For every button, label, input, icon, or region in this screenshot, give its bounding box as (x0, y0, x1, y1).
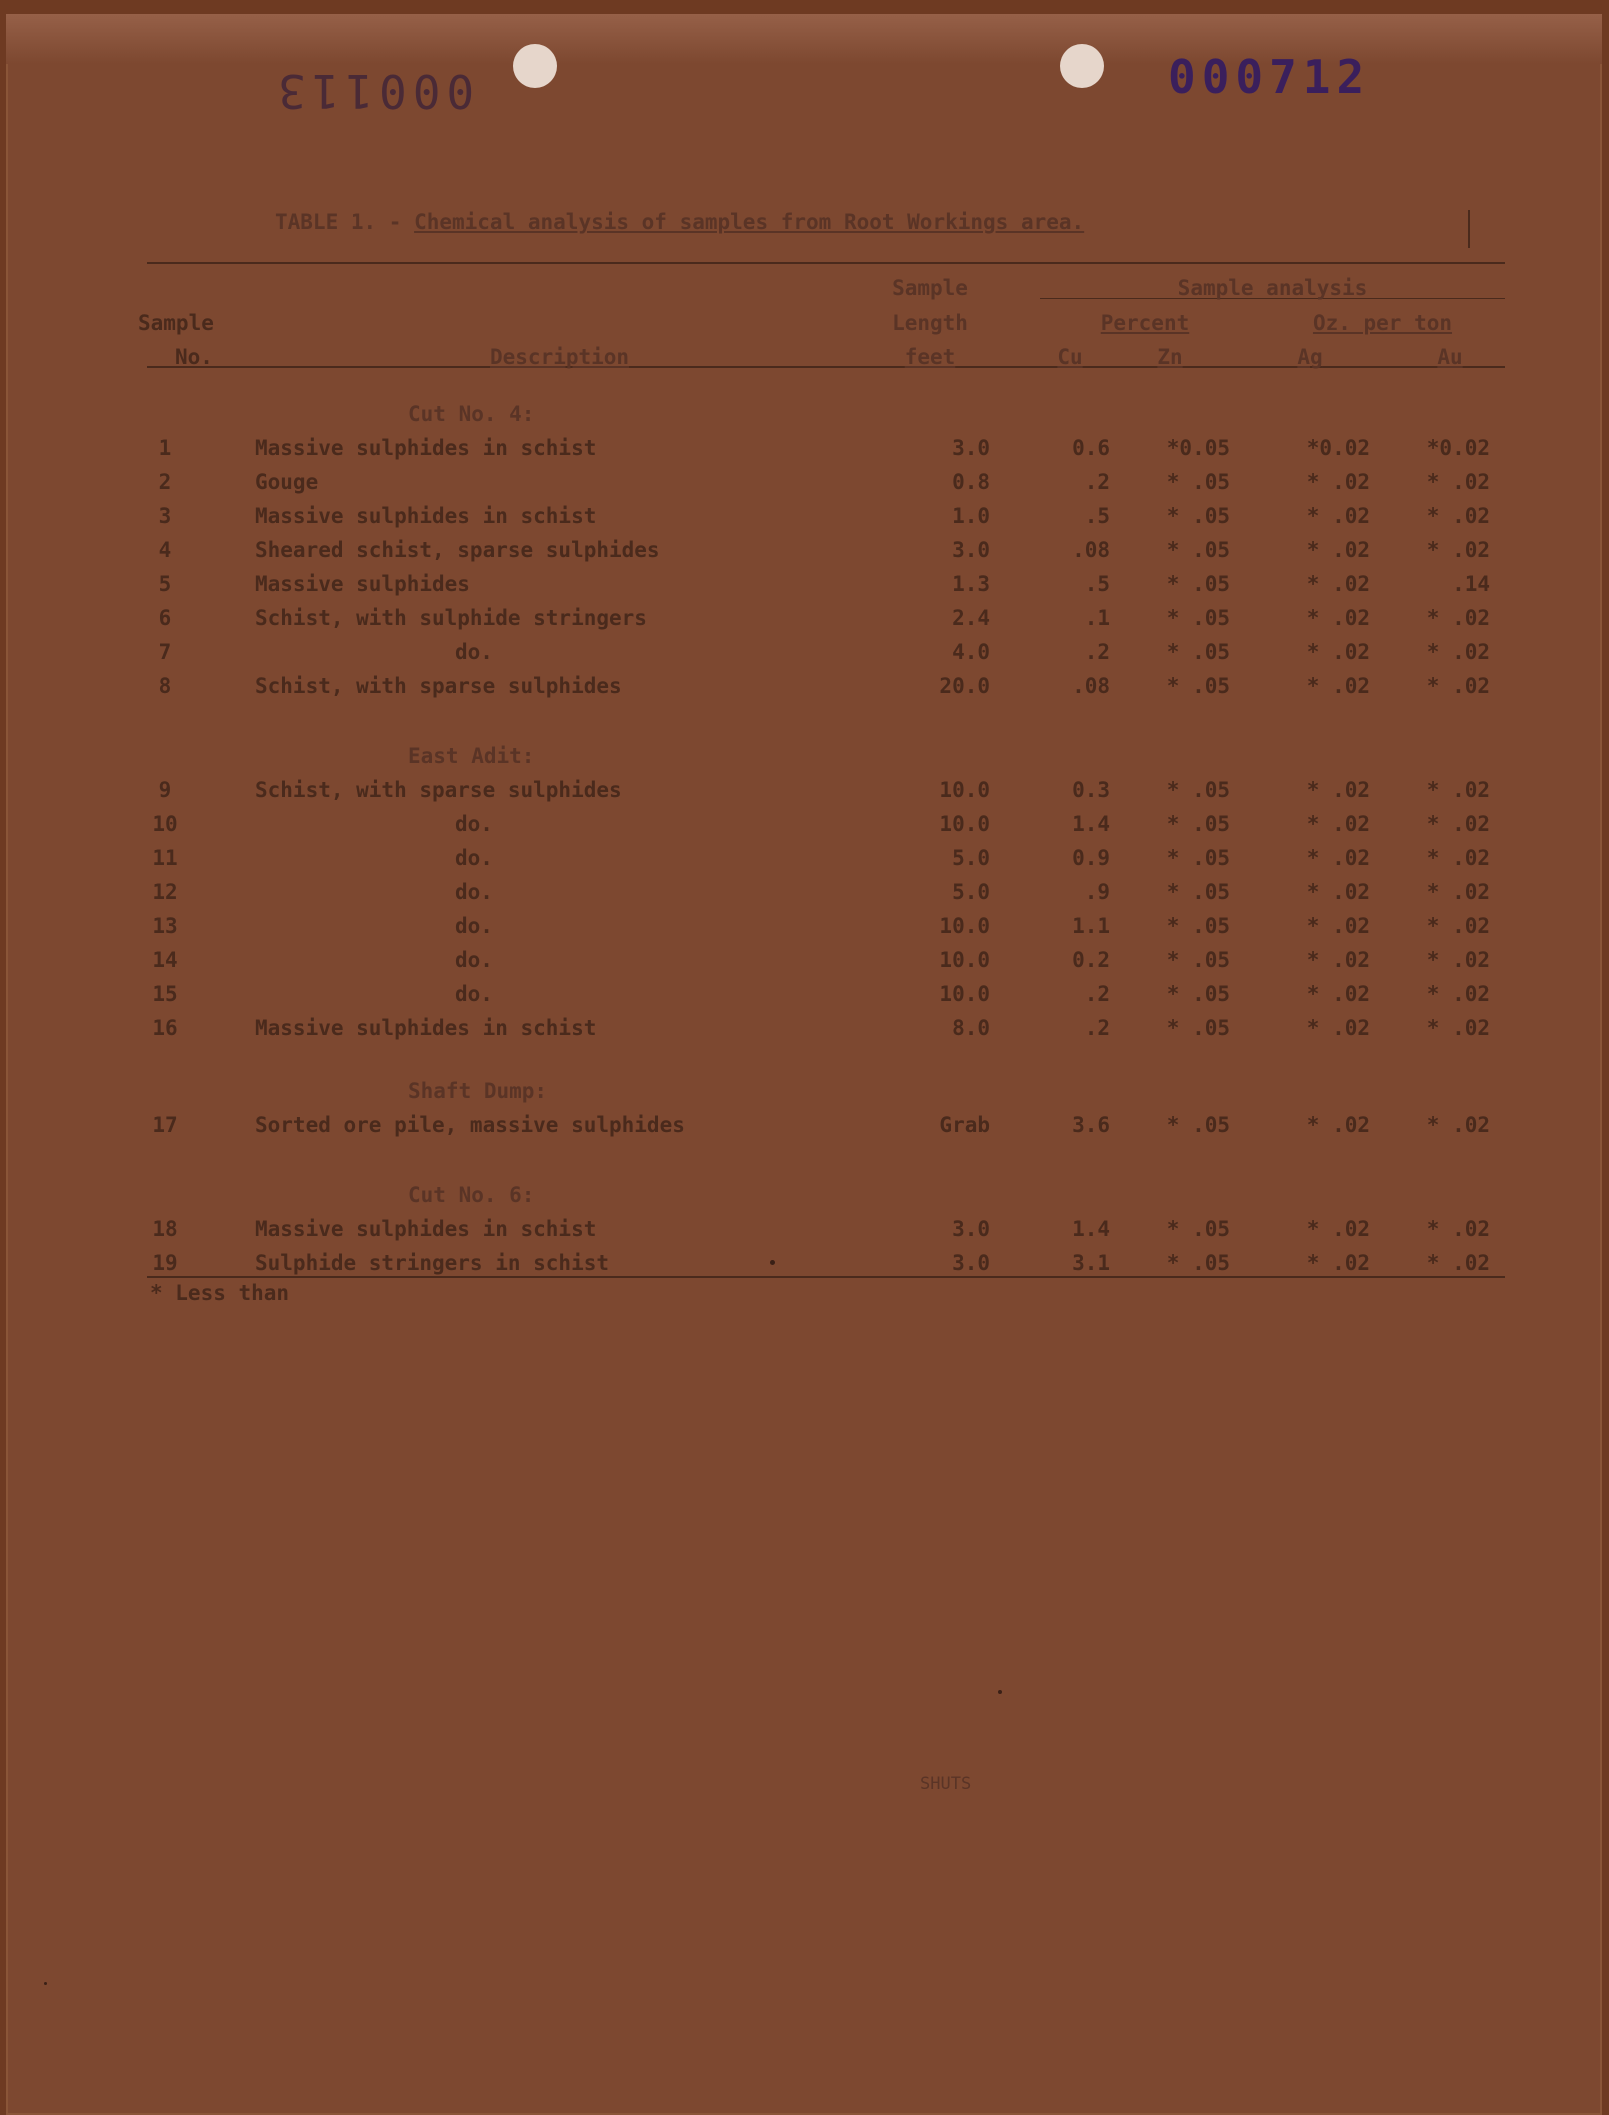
cu-cell: .2 (1084, 470, 1110, 494)
ag-cell: *0.02 (1306, 436, 1370, 460)
au-cell: * .02 (1426, 846, 1490, 870)
au-cell: * .02 (1426, 1217, 1490, 1241)
zn-cell: * .05 (1166, 606, 1230, 630)
length-cell: 3.0 (952, 538, 990, 562)
sample-no-cell: 18 (152, 1217, 178, 1241)
length-cell: 3.0 (952, 1251, 990, 1275)
page-stamp-left: 000113 (272, 64, 475, 118)
description-cell: Sorted ore pile, massive sulphides (255, 1113, 685, 1137)
header-no: No. (175, 345, 213, 369)
header-length-3: feet (904, 345, 956, 369)
sample-no-cell: 4 (158, 538, 172, 562)
description-cell: do. (455, 880, 493, 904)
ag-cell: * .02 (1306, 538, 1370, 562)
cu-cell: .5 (1084, 572, 1110, 596)
length-cell: Grab (939, 1113, 990, 1137)
description-cell: Schist, with sparse sulphides (255, 674, 622, 698)
ag-cell: * .02 (1306, 572, 1370, 596)
header-sample: Sample (138, 311, 214, 335)
header-au: Au (1437, 345, 1463, 369)
ag-cell: * .02 (1306, 948, 1370, 972)
length-cell: 10.0 (939, 914, 990, 938)
ag-cell: * .02 (1306, 846, 1370, 870)
au-cell: .14 (1452, 572, 1490, 596)
zn-cell: * .05 (1166, 504, 1230, 528)
zn-cell: * .05 (1166, 948, 1230, 972)
ag-cell: * .02 (1306, 880, 1370, 904)
cu-cell: 0.9 (1072, 846, 1110, 870)
ag-cell: * .02 (1306, 812, 1370, 836)
length-cell: 10.0 (939, 982, 990, 1006)
length-cell: 20.0 (939, 674, 990, 698)
sample-no-cell: 8 (158, 674, 172, 698)
sample-no-cell: 7 (158, 640, 172, 664)
au-cell: * .02 (1426, 606, 1490, 630)
margin-mark (1468, 210, 1470, 248)
header-length-1: Sample (892, 276, 968, 300)
au-cell: * .02 (1426, 504, 1490, 528)
zn-cell: * .05 (1166, 470, 1230, 494)
length-cell: 4.0 (952, 640, 990, 664)
section-heading: Cut No. 4: (408, 402, 535, 426)
ag-cell: * .02 (1306, 1016, 1370, 1040)
table-title (275, 210, 1084, 234)
length-cell: 10.0 (939, 778, 990, 802)
header-ag: Ag (1297, 345, 1323, 369)
ag-cell: * .02 (1306, 778, 1370, 802)
sample-no-cell: 10 (152, 812, 178, 836)
cu-cell: 1.1 (1072, 914, 1110, 938)
sample-no-cell: 19 (152, 1251, 178, 1275)
length-cell: 2.4 (952, 606, 990, 630)
speck (44, 1982, 47, 1985)
zn-cell: *0.05 (1166, 436, 1230, 460)
section-heading: East Adit: (408, 744, 535, 768)
zn-cell: * .05 (1166, 640, 1230, 664)
length-cell: 10.0 (939, 948, 990, 972)
sample-no-cell: 14 (152, 948, 178, 972)
description-cell: Sulphide stringers in schist (255, 1251, 610, 1275)
au-cell: * .02 (1426, 640, 1490, 664)
length-cell: 0.8 (952, 470, 990, 494)
header-top-rule (147, 262, 1505, 264)
punch-hole-right (1060, 44, 1104, 88)
description-cell: do. (455, 982, 493, 1006)
ag-cell: * .02 (1306, 1217, 1370, 1241)
au-cell: * .02 (1426, 470, 1490, 494)
cu-cell: 0.2 (1072, 948, 1110, 972)
sample-no-cell: 15 (152, 982, 178, 1006)
cu-cell: .08 (1072, 538, 1110, 562)
ag-cell: * .02 (1306, 1251, 1370, 1275)
section-heading: Cut No. 6: (408, 1183, 535, 1207)
cu-cell: 3.1 (1072, 1251, 1110, 1275)
table-bottom-rule (147, 1276, 1505, 1278)
description-cell: Massive sulphides in schist (255, 1217, 597, 1241)
description-cell: Massive sulphides in schist (255, 1016, 597, 1040)
zn-cell: * .05 (1166, 572, 1230, 596)
page-stamp-right: 000712 (1168, 50, 1371, 104)
description-cell: Massive sulphides (255, 572, 470, 596)
au-cell: * .02 (1426, 674, 1490, 698)
speck (998, 1690, 1002, 1694)
zn-cell: * .05 (1166, 1251, 1230, 1275)
header-percent: Percent (1100, 311, 1190, 335)
au-cell: * .02 (1426, 1251, 1490, 1275)
table-title-main: Chemical analysis of samples from Root Workings area. (414, 210, 1085, 234)
au-cell: * .02 (1426, 880, 1490, 904)
section-heading: Shaft Dump: (408, 1079, 548, 1103)
au-cell: *0.02 (1426, 436, 1490, 460)
sample-no-cell: 13 (152, 914, 178, 938)
ag-cell: * .02 (1306, 504, 1370, 528)
header-cu: Cu (1057, 345, 1083, 369)
description-cell: do. (455, 640, 493, 664)
length-cell: 5.0 (952, 846, 990, 870)
au-cell: * .02 (1426, 948, 1490, 972)
description-cell: Schist, with sulphide stringers (255, 606, 647, 630)
length-cell: 10.0 (939, 812, 990, 836)
zn-cell: * .05 (1166, 1113, 1230, 1137)
description-cell: Sheared schist, sparse sulphides (255, 538, 660, 562)
description-cell: do. (455, 812, 493, 836)
ag-cell: * .02 (1306, 982, 1370, 1006)
ag-cell: * .02 (1306, 674, 1370, 698)
sample-no-cell: 17 (152, 1113, 178, 1137)
description-cell: do. (455, 914, 493, 938)
header-length-2: Length (892, 311, 968, 335)
cu-cell: 0.3 (1072, 778, 1110, 802)
ag-cell: * .02 (1306, 470, 1370, 494)
punch-hole-left (513, 44, 557, 88)
au-cell: * .02 (1426, 812, 1490, 836)
cu-cell: .2 (1084, 640, 1110, 664)
description-cell: do. (455, 846, 493, 870)
sample-no-cell: 9 (158, 778, 172, 802)
ag-cell: * .02 (1306, 606, 1370, 630)
zn-cell: * .05 (1166, 846, 1230, 870)
zn-cell: * .05 (1166, 1016, 1230, 1040)
speck (770, 1260, 775, 1265)
sample-no-cell: 6 (158, 606, 172, 630)
zn-cell: * .05 (1166, 538, 1230, 562)
length-cell: 8.0 (952, 1016, 990, 1040)
zn-cell: * .05 (1166, 812, 1230, 836)
zn-cell: * .05 (1166, 880, 1230, 904)
footnote: * Less than (150, 1281, 290, 1305)
cu-cell: 1.4 (1072, 1217, 1110, 1241)
sample-no-cell: 3 (158, 504, 172, 528)
ag-cell: * .02 (1306, 914, 1370, 938)
description-cell: do. (455, 948, 493, 972)
sample-no-cell: 1 (158, 436, 172, 460)
header-description: Description (490, 345, 630, 369)
au-cell: * .02 (1426, 778, 1490, 802)
au-cell: * .02 (1426, 914, 1490, 938)
cu-cell: .1 (1084, 606, 1110, 630)
zn-cell: * .05 (1166, 778, 1230, 802)
table-title-prefix: TABLE 1. - (275, 210, 415, 234)
cu-cell: 0.6 (1072, 436, 1110, 460)
description-cell: Gouge (255, 470, 319, 494)
header-oz-per-ton: Oz. per ton (1312, 311, 1453, 335)
header-zn: Zn (1157, 345, 1183, 369)
sample-no-cell: 2 (158, 470, 172, 494)
au-cell: * .02 (1426, 1016, 1490, 1040)
cu-cell: 3.6 (1072, 1113, 1110, 1137)
sample-no-cell: 12 (152, 880, 178, 904)
cu-cell: 1.4 (1072, 812, 1110, 836)
cu-cell: .08 (1072, 674, 1110, 698)
header-sample-analysis: Sample analysis (1177, 276, 1368, 300)
sample-no-cell: 16 (152, 1016, 178, 1040)
sample-no-cell: 11 (152, 846, 178, 870)
cu-cell: .9 (1084, 880, 1110, 904)
ag-cell: * .02 (1306, 1113, 1370, 1137)
zn-cell: * .05 (1166, 674, 1230, 698)
description-cell: Massive sulphides in schist (255, 504, 597, 528)
zn-cell: * .05 (1166, 1217, 1230, 1241)
au-cell: * .02 (1426, 982, 1490, 1006)
length-cell: 1.3 (952, 572, 990, 596)
cu-cell: .2 (1084, 1016, 1110, 1040)
au-cell: * .02 (1426, 538, 1490, 562)
zn-cell: * .05 (1166, 914, 1230, 938)
footer-mark: SHUTS (920, 1774, 972, 1794)
sample-no-cell: 5 (158, 572, 172, 596)
length-cell: 1.0 (952, 504, 990, 528)
cu-cell: .2 (1084, 982, 1110, 1006)
length-cell: 3.0 (952, 436, 990, 460)
length-cell: 3.0 (952, 1217, 990, 1241)
description-cell: Schist, with sparse sulphides (255, 778, 622, 802)
cu-cell: .5 (1084, 504, 1110, 528)
zn-cell: * .05 (1166, 982, 1230, 1006)
ag-cell: * .02 (1306, 640, 1370, 664)
au-cell: * .02 (1426, 1113, 1490, 1137)
description-cell: Massive sulphides in schist (255, 436, 597, 460)
length-cell: 5.0 (952, 880, 990, 904)
